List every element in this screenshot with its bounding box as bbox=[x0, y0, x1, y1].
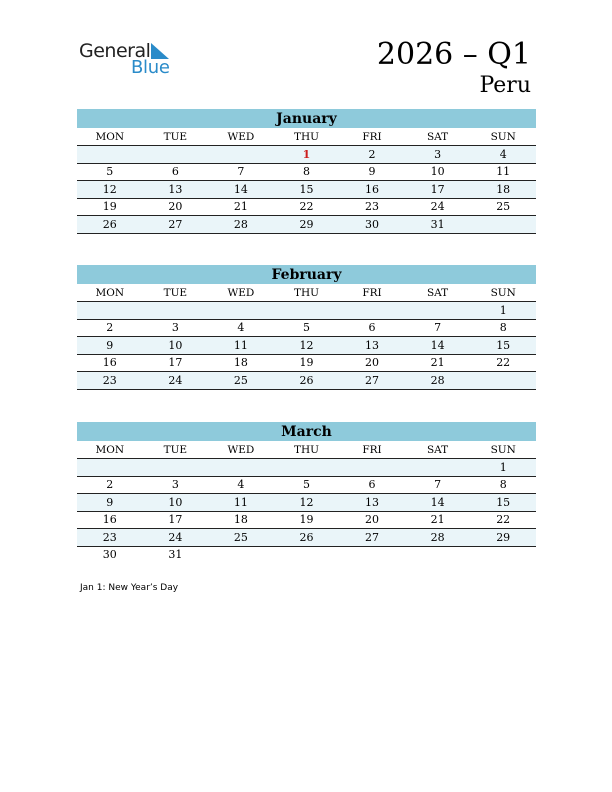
weekday-label: SAT bbox=[405, 441, 471, 459]
day-cell bbox=[405, 459, 471, 477]
day-cell: 30 bbox=[339, 216, 405, 234]
day-cell: 3 bbox=[143, 476, 209, 494]
day-cell: 15 bbox=[470, 494, 536, 512]
day-cell: 24 bbox=[405, 198, 471, 216]
day-cell: 13 bbox=[143, 181, 209, 199]
day-cell: 9 bbox=[339, 163, 405, 181]
day-cell: 14 bbox=[208, 181, 274, 199]
day-cell: 8 bbox=[470, 476, 536, 494]
day-cell: 4 bbox=[208, 319, 274, 337]
day-cell: 28 bbox=[208, 216, 274, 234]
day-cell: 20 bbox=[339, 354, 405, 372]
day-cell: 24 bbox=[143, 372, 209, 390]
weekday-row bbox=[77, 128, 536, 146]
day-cell: 29 bbox=[274, 216, 340, 234]
month-grid bbox=[77, 441, 536, 563]
day-cell: 17 bbox=[405, 181, 471, 199]
day-cell: 26 bbox=[77, 216, 143, 234]
month-name: February bbox=[77, 265, 536, 284]
country-name: Peru bbox=[479, 73, 531, 98]
weekday-label: THU bbox=[274, 128, 340, 146]
day-cell: 28 bbox=[405, 372, 471, 390]
week-row bbox=[77, 216, 536, 234]
day-cell-holiday: 1 bbox=[274, 146, 340, 164]
day-cell bbox=[405, 302, 471, 320]
day-cell: 2 bbox=[77, 476, 143, 494]
day-cell: 10 bbox=[405, 163, 471, 181]
week-row bbox=[77, 198, 536, 216]
day-cell: 11 bbox=[208, 337, 274, 355]
weekday-label: SUN bbox=[470, 284, 536, 302]
day-cell: 21 bbox=[208, 198, 274, 216]
day-cell: 22 bbox=[470, 354, 536, 372]
day-cell bbox=[274, 546, 340, 563]
weekday-label: THU bbox=[274, 284, 340, 302]
day-cell: 17 bbox=[143, 354, 209, 372]
page-title: 2026 – Q1 bbox=[376, 37, 531, 72]
day-cell: 5 bbox=[274, 476, 340, 494]
weekday-label: SAT bbox=[405, 128, 471, 146]
day-cell: 19 bbox=[274, 354, 340, 372]
day-cell: 31 bbox=[168, 548, 183, 562]
month-block-february bbox=[77, 265, 536, 390]
day-cell: 13 bbox=[339, 337, 405, 355]
weekday-label: FRI bbox=[339, 441, 405, 459]
day-cell: 29 bbox=[470, 529, 536, 547]
month-grid bbox=[77, 128, 536, 234]
day-cell: 7 bbox=[208, 163, 274, 181]
weekday-label: SUN bbox=[470, 128, 536, 146]
day-cell: 12 bbox=[77, 181, 143, 199]
day-cell: 21 bbox=[405, 354, 471, 372]
day-cell: 1 bbox=[470, 302, 536, 320]
weekday-label: WED bbox=[208, 128, 274, 146]
day-cell: 1 bbox=[470, 459, 536, 477]
day-cell: 26 bbox=[274, 372, 340, 390]
day-cell: 18 bbox=[470, 181, 536, 199]
day-cell bbox=[77, 459, 143, 477]
day-cell: 8 bbox=[274, 163, 340, 181]
day-cell: 6 bbox=[143, 163, 209, 181]
day-cell: 9 bbox=[77, 494, 143, 512]
day-cell bbox=[405, 546, 471, 563]
day-cell: 6 bbox=[339, 319, 405, 337]
week-row bbox=[77, 476, 536, 494]
day-cell: 4 bbox=[208, 476, 274, 494]
day-cell bbox=[274, 302, 340, 320]
weekday-label: FRI bbox=[339, 128, 405, 146]
day-cell: 19 bbox=[274, 511, 340, 529]
day-cell bbox=[143, 146, 209, 164]
day-cell: 26 bbox=[274, 529, 340, 547]
day-cell bbox=[77, 302, 143, 320]
week-row bbox=[77, 302, 536, 320]
day-cell bbox=[339, 546, 405, 563]
day-cell bbox=[470, 216, 536, 234]
weekday-label: SAT bbox=[405, 284, 471, 302]
weekday-row bbox=[77, 284, 536, 302]
day-cell bbox=[208, 459, 274, 477]
day-cell: 2 bbox=[339, 146, 405, 164]
day-cell: 17 bbox=[143, 511, 209, 529]
logo-word-general: General bbox=[79, 40, 151, 62]
day-cell: 23 bbox=[77, 372, 143, 390]
day-cell bbox=[339, 302, 405, 320]
week-row bbox=[77, 546, 536, 563]
month-block-january bbox=[77, 109, 536, 234]
day-cell: 30 bbox=[102, 548, 117, 562]
day-cell: 6 bbox=[339, 476, 405, 494]
weekday-label: FRI bbox=[339, 284, 405, 302]
week-row bbox=[77, 354, 536, 372]
day-cell: 28 bbox=[405, 529, 471, 547]
day-cell: 27 bbox=[143, 216, 209, 234]
day-cell: 27 bbox=[339, 529, 405, 547]
weekday-label: TUE bbox=[143, 284, 209, 302]
day-cell: 13 bbox=[339, 494, 405, 512]
weekday-label: TUE bbox=[143, 128, 209, 146]
day-cell: 19 bbox=[77, 198, 143, 216]
day-cell: 10 bbox=[143, 337, 209, 355]
week-row bbox=[77, 459, 536, 477]
week-row bbox=[77, 319, 536, 337]
day-cell: 22 bbox=[470, 511, 536, 529]
day-cell: 3 bbox=[143, 319, 209, 337]
day-cell: 21 bbox=[405, 511, 471, 529]
month-grid bbox=[77, 284, 536, 390]
day-cell bbox=[208, 546, 274, 563]
week-row bbox=[77, 529, 536, 547]
week-row bbox=[77, 163, 536, 181]
day-cell: 31 bbox=[405, 216, 471, 234]
day-cell: 18 bbox=[208, 511, 274, 529]
day-cell: 5 bbox=[274, 319, 340, 337]
logo-word-blue: Blue bbox=[131, 57, 170, 78]
day-cell: 12 bbox=[274, 337, 340, 355]
day-cell: 7 bbox=[405, 319, 471, 337]
day-cell: 25 bbox=[208, 372, 274, 390]
day-cell bbox=[470, 372, 536, 390]
day-cell bbox=[470, 546, 536, 563]
day-cell: 14 bbox=[405, 494, 471, 512]
day-cell: 14 bbox=[405, 337, 471, 355]
day-cell: 22 bbox=[274, 198, 340, 216]
day-cell bbox=[208, 302, 274, 320]
day-cell: 11 bbox=[470, 163, 536, 181]
day-cell: 8 bbox=[470, 319, 536, 337]
weekday-label: TUE bbox=[143, 441, 209, 459]
day-cell bbox=[143, 302, 209, 320]
day-cell: 12 bbox=[274, 494, 340, 512]
day-cell: 4 bbox=[470, 146, 536, 164]
day-cell bbox=[143, 459, 209, 477]
day-cell: 25 bbox=[470, 198, 536, 216]
month-name: March bbox=[77, 422, 536, 441]
day-cell: 27 bbox=[339, 372, 405, 390]
day-cell: 23 bbox=[339, 198, 405, 216]
day-cell: 18 bbox=[208, 354, 274, 372]
day-cell: 11 bbox=[208, 494, 274, 512]
day-cell: 5 bbox=[77, 163, 143, 181]
day-cell: 16 bbox=[77, 354, 143, 372]
day-cell: 23 bbox=[77, 529, 143, 547]
week-row bbox=[77, 181, 536, 199]
day-cell: 9 bbox=[77, 337, 143, 355]
weekday-label: MON bbox=[77, 441, 143, 459]
generalblue-logo bbox=[79, 40, 189, 80]
month-name: January bbox=[77, 109, 536, 128]
week-row bbox=[77, 372, 536, 390]
weekday-label: SUN bbox=[470, 441, 536, 459]
day-cell: 20 bbox=[339, 511, 405, 529]
month-block-march bbox=[77, 422, 536, 563]
week-row bbox=[77, 337, 536, 355]
weekday-row bbox=[77, 441, 536, 459]
day-cell bbox=[339, 459, 405, 477]
day-cell: 3 bbox=[405, 146, 471, 164]
day-cell bbox=[274, 459, 340, 477]
day-cell: 25 bbox=[208, 529, 274, 547]
day-cell: 7 bbox=[405, 476, 471, 494]
weekday-label: MON bbox=[77, 128, 143, 146]
day-cell: 10 bbox=[143, 494, 209, 512]
day-cell: 16 bbox=[77, 511, 143, 529]
week-row bbox=[77, 146, 536, 164]
day-cell bbox=[208, 146, 274, 164]
weekday-label: MON bbox=[77, 284, 143, 302]
day-cell: 15 bbox=[470, 337, 536, 355]
day-cell: 2 bbox=[77, 319, 143, 337]
weekday-label: WED bbox=[208, 284, 274, 302]
day-cell: 20 bbox=[143, 198, 209, 216]
weekday-label: THU bbox=[274, 441, 340, 459]
week-row bbox=[77, 494, 536, 512]
holiday-note: Jan 1: New Year’s Day bbox=[80, 583, 179, 593]
day-cell: 15 bbox=[274, 181, 340, 199]
weekday-label: WED bbox=[208, 441, 274, 459]
day-cell: 16 bbox=[339, 181, 405, 199]
day-cell bbox=[77, 146, 143, 164]
day-cell: 24 bbox=[143, 529, 209, 547]
week-row bbox=[77, 511, 536, 529]
